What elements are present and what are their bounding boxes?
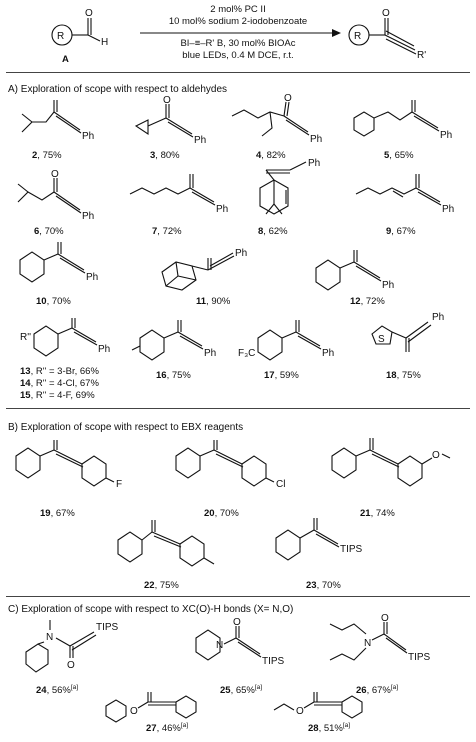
scheme-divider [6, 72, 470, 73]
product-ynone-structure [345, 8, 465, 68]
reactant-aldehyde-structure [40, 8, 130, 63]
compound-23-label: 23, 70% [306, 580, 341, 591]
compound-20-label: 20, 70% [204, 508, 239, 519]
section-b-divider [6, 596, 470, 597]
svg-text:Ph: Ph [322, 348, 335, 359]
svg-text:Ph: Ph [86, 272, 99, 283]
compound-19-structure [10, 440, 150, 500]
svg-text:Ph: Ph [204, 348, 217, 359]
compound-4-label: 4, 82% [256, 150, 286, 161]
compound-21-label: 21, 74% [360, 508, 395, 519]
svg-text:TIPS: TIPS [408, 652, 431, 663]
svg-text:O: O [284, 93, 292, 104]
compound-7-label: 7, 72% [152, 226, 182, 237]
compound-25-label: 25, 65%[a] [220, 684, 263, 697]
compound-11-label: 11, 90% [196, 296, 231, 307]
compound-21-structure [326, 436, 466, 498]
svg-text:Ph: Ph [98, 344, 111, 355]
svg-text:O: O [432, 450, 440, 461]
compound-26-label: 26, 67%[a] [356, 684, 399, 697]
svg-text:Ph: Ph [308, 158, 321, 169]
r-group-label: R [57, 31, 65, 42]
compound-13-label: 13, R'' = 3-Br, 66% [20, 366, 99, 377]
svg-text:S: S [378, 334, 385, 345]
compound-23-structure [270, 518, 400, 574]
svg-text:O: O [51, 169, 59, 180]
compound-2-structure [18, 100, 118, 150]
compound-12-structure [310, 250, 430, 300]
compound-3-label: 3, 80% [150, 150, 180, 161]
svg-text:Ph: Ph [82, 131, 95, 142]
svg-text:F: F [116, 479, 123, 490]
svg-text:Cl: Cl [276, 479, 286, 490]
svg-text:Ph: Ph [310, 134, 323, 145]
compound-18-structure [364, 312, 474, 367]
compound-9-label: 9, 67% [386, 226, 416, 237]
section-b-heading: B) Exploration of scope with respect to EBX reagents [8, 422, 244, 433]
compound-5-structure [348, 100, 468, 150]
compound-17-structure [238, 318, 358, 368]
svg-text:F₃C: F₃C [238, 348, 256, 359]
compound-2-label: 2, 75% [32, 150, 62, 161]
svg-text:N: N [364, 638, 372, 649]
compound-28-label: 28, 51%[a] [308, 722, 351, 735]
svg-text:Ph: Ph [432, 312, 445, 323]
compound-5-label: 5, 65% [384, 150, 414, 161]
svg-text:O: O [233, 617, 241, 628]
svg-text:O: O [67, 660, 75, 671]
compound-8-structure [244, 158, 364, 226]
compound-15-label: 15, R'' = 4-F, 69% [20, 390, 95, 401]
svg-text:O: O [382, 8, 390, 19]
svg-text:R: R [354, 31, 362, 42]
compound-6-label: 6, 70% [34, 226, 64, 237]
svg-text:Ph: Ph [216, 204, 229, 215]
compound-18-label: 18, 75% [386, 370, 421, 381]
compound-24-label: 24, 56%[a] [36, 684, 79, 697]
svg-text:R': R' [417, 50, 427, 61]
svg-text:N: N [216, 640, 224, 651]
compound-8-label: 8, 62% [258, 226, 288, 237]
condition-4: blue LEDs, 0.4 M DCE, r.t. [182, 50, 294, 61]
compound-19-label: 19, 67% [40, 508, 75, 519]
compound-13-15-structure [20, 318, 130, 363]
svg-text:TIPS: TIPS [262, 656, 285, 667]
compound-3-structure [130, 95, 230, 150]
compound-20-structure [170, 440, 310, 500]
compound-14-label: 14, R'' = 4-Cl, 67% [20, 378, 99, 389]
svg-text:R'': R'' [20, 332, 32, 343]
condition-3: BI–≡–R' B, 30 mol% BIOAc [180, 38, 296, 49]
svg-text:N: N [46, 632, 54, 643]
section-a-divider [6, 408, 470, 409]
compound-10-structure [14, 240, 134, 295]
section-c-heading: C) Exploration of scope with respect to XC(O)-H bonds (X= N,O) [8, 604, 294, 615]
compound-10-label: 10, 70% [36, 296, 71, 307]
reaction-arrow [138, 29, 343, 37]
section-a-heading: A) Exploration of scope with respect to aldehydes [8, 84, 228, 95]
compound-4-structure [228, 93, 348, 151]
svg-text:Ph: Ph [440, 130, 453, 141]
svg-text:Ph: Ph [194, 135, 207, 146]
compound-26-structure [326, 613, 466, 678]
compound-24-structure [20, 618, 160, 680]
compound-27-label: 27, 46%[a] [146, 722, 189, 735]
compound-25-structure [190, 618, 320, 678]
compound-22-label: 22, 75% [144, 580, 179, 591]
svg-text:Ph: Ph [235, 248, 248, 259]
svg-text:H: H [101, 37, 109, 48]
svg-text:O: O [296, 706, 304, 717]
condition-1: 2 mol% PC II [210, 4, 266, 15]
compound-9-structure [352, 172, 472, 222]
svg-text:O: O [130, 706, 138, 717]
compound-17-label: 17, 59% [264, 370, 299, 381]
compound-7-structure [126, 172, 246, 222]
svg-text:TIPS: TIPS [96, 622, 119, 633]
compound-12-label: 12, 72% [350, 296, 385, 307]
compound-16-label: 16, 75% [156, 370, 191, 381]
svg-text:TIPS: TIPS [340, 544, 363, 555]
svg-text:Ph: Ph [382, 280, 395, 291]
compound-16-structure [130, 318, 240, 368]
reactant-label: A [62, 54, 69, 65]
condition-2: 10 mol% sodium 2-iodobenzoate [168, 16, 308, 27]
svg-text:O: O [381, 613, 389, 624]
svg-text:O: O [85, 8, 93, 19]
svg-text:Ph: Ph [442, 204, 455, 215]
compound-22-structure [112, 520, 252, 576]
compound-11-structure [156, 250, 276, 300]
svg-text:O: O [163, 95, 171, 106]
compound-6-structure [14, 169, 124, 227]
svg-text:Ph: Ph [82, 211, 95, 222]
